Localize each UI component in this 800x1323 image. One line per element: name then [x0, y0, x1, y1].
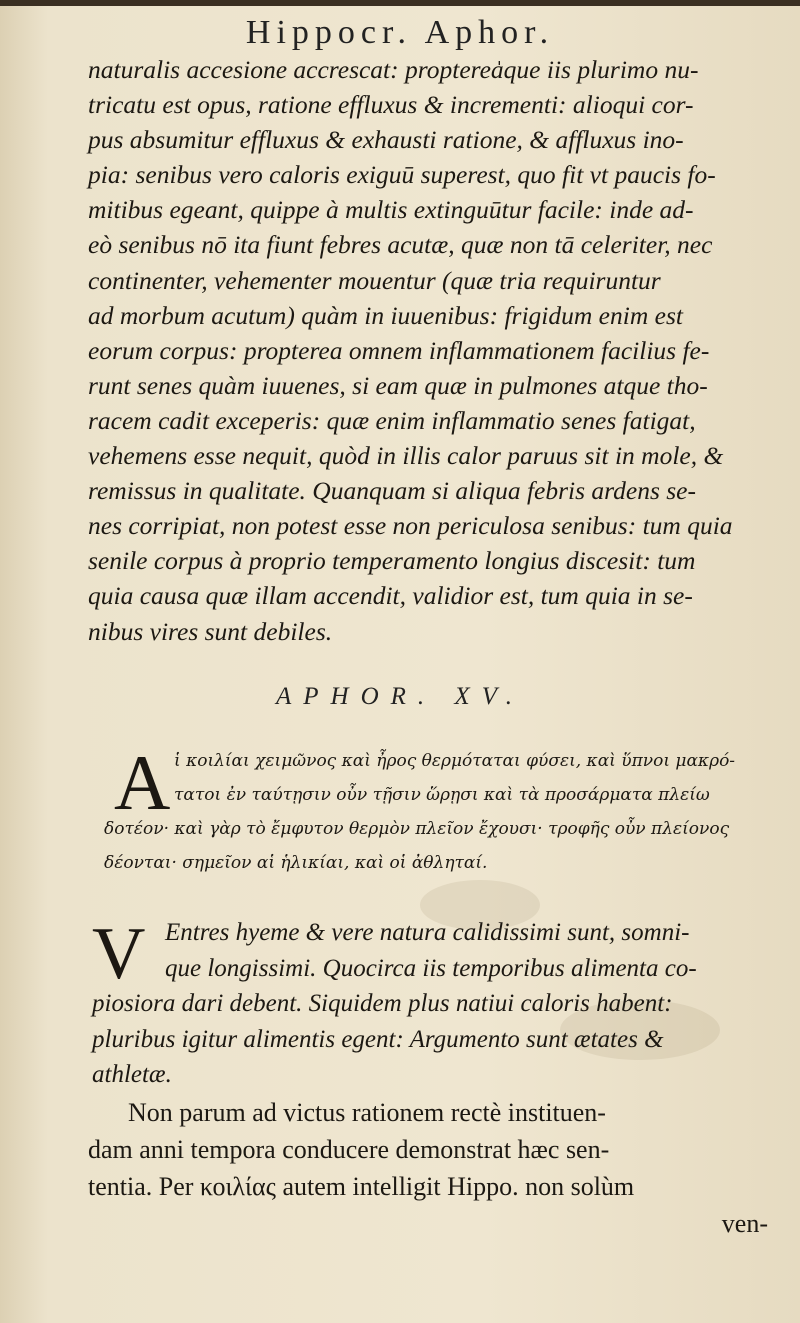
drop-cap: V	[92, 913, 146, 995]
text-line: quia causa quæ illam accendit, validior est, tum quia in se-	[88, 581, 693, 611]
text-line: runt senes quàm iuuenes, si eam quæ in pulmones atque tho-	[88, 370, 708, 400]
text-line: nibus vires sunt debiles.	[88, 616, 333, 646]
text-line: tricatu est opus, ratione effluxus & incrementi: alioqui cor-	[88, 90, 694, 120]
text-line: nes corripiat, non potest esse non periculosa senibus: tum quia	[88, 511, 733, 541]
commentary-top	[88, 52, 778, 649]
running-header: Hippocr. Aphor.	[245, 14, 555, 51]
commentary-bottom	[88, 1094, 778, 1242]
text-line: continenter, vehementer mouentur (quæ tria requiruntur	[88, 265, 661, 295]
greek-line: δοτέον· καὶ γὰρ τὸ ἔμφυτον θερμὸν πλεῖον ἔχουσι· τροφῆς οὖν πλείονος	[104, 819, 730, 839]
translation-line: athletæ.	[92, 1061, 172, 1088]
translation-line: Entres hyeme & vere natura calidissimi sunt, somni-	[165, 919, 690, 946]
greek-line: τατοι ἐν ταύτῃσιν οὖν τῇσιν ὥρῃσι καὶ τὰ προσάρματα πλείω	[174, 785, 710, 805]
page-edge-band	[0, 0, 800, 6]
text-line: Non parum ad victus rationem rectè instituen-	[128, 1098, 606, 1127]
text-line: pus absumitur effluxus & exhausti ratione, & affluxus ino-	[88, 125, 684, 155]
text-line: tentia. Per κοιλίας autem intelligit Hippo. non solùm	[88, 1172, 635, 1201]
catchword: ven-	[721, 1209, 768, 1238]
translation-line: pluribus igitur alimentis egent: Argumento sunt ætates &	[92, 1025, 664, 1053]
text-line: dam anni tempora conducere demonstrat hæc sen-	[88, 1135, 610, 1164]
text-line: ad morbum acutum) quàm in iuuenibus: frigidum enim est	[88, 300, 683, 330]
greek-line: ἱ κοιλίαι χειμῶνος καὶ ἦρος θερμόταται φύσει, καὶ ὕπνοι μακρό-	[174, 751, 736, 771]
section-heading: APHOR. XV.	[276, 683, 524, 710]
translation-line: piosiora dari debent. Siquidem plus natiui caloris habent:	[92, 990, 673, 1017]
drop-cap: A	[114, 739, 171, 826]
text-line: senile corpus à proprio temperamento longius discesit: tum	[88, 546, 696, 576]
translation-line: que longissimi. Quocirca iis temporibus alimenta co-	[165, 954, 697, 982]
text-line: vehemens esse nequit, quòd in illis calor paruus sit in mole, &	[88, 441, 724, 471]
text-line: remissus in qualitate. Quanquam si aliqua febris ardens se-	[88, 476, 696, 506]
text-line: eò senibus nō ita fiunt febres acutæ, quæ non tā celeriter, nec	[88, 230, 713, 260]
text-line: mitibus egeant, quippe à multis extinguūtur facile: inde ad-	[88, 195, 694, 225]
text-line: pia: senibus vero caloris exiguū superest, quo fit vt paucis fo-	[88, 160, 716, 190]
text-line: racem cadit exceperis: quæ enim inflammatio senes fatigat,	[88, 405, 696, 435]
greek-line: δέονται· σημεῖον αἱ ἡλικίαι, καὶ οἱ ἀθληταί.	[104, 853, 488, 873]
text-line: naturalis accesione accrescat: propterea̍que iis plurimo nu-	[88, 55, 699, 84]
text-line: eorum corpus: propterea omnem inflammationem facilius fe-	[88, 335, 710, 365]
